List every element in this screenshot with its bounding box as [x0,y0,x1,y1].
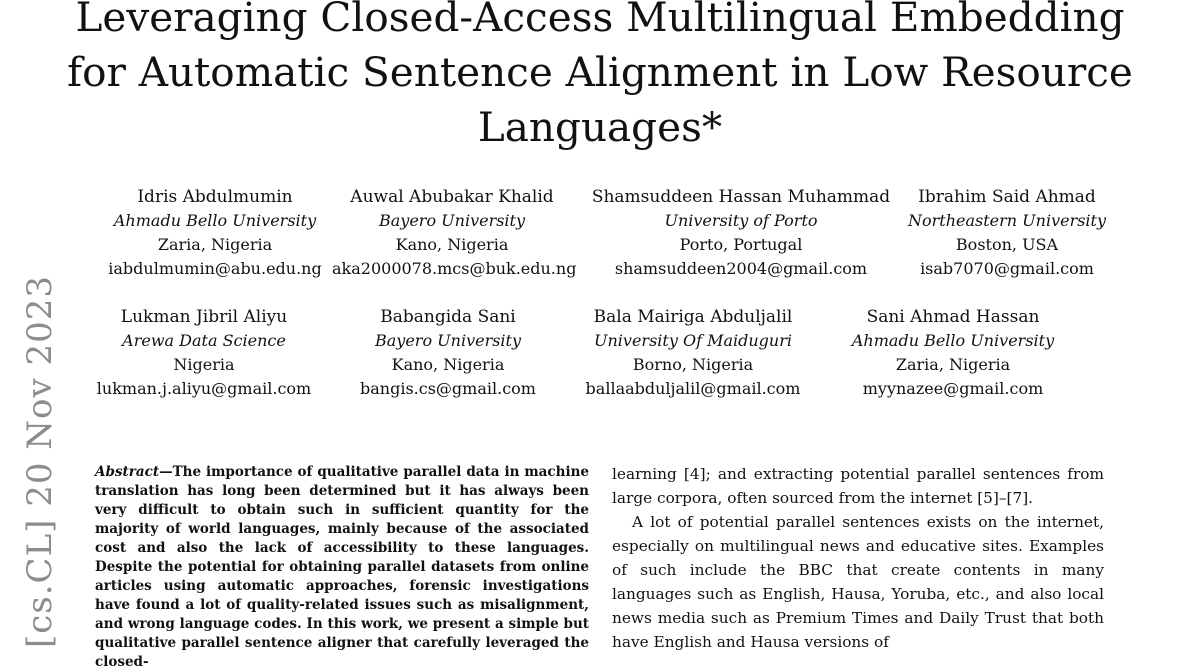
author-affiliation: University of Porto [664,211,818,230]
author-affiliation: Arewa Data Science [122,331,286,350]
author-email: aka2000078.mcs@buk.edu.ng [332,259,577,278]
author-block [84,305,324,401]
author-name: Idris Abdulmumin [137,187,293,207]
author-email: lukman.j.aliyu@gmail.com [96,379,312,398]
author-affiliation: Ahmadu Bello University [851,331,1055,350]
arxiv-side-label: [cs.CL] 20 Nov 2023 [20,274,60,648]
author-affiliation: Bayero University [378,211,526,230]
author-affiliation: Ahmadu Bello University [113,211,317,230]
author-block [902,185,1112,281]
author-name: Ibrahim Said Ahmad [918,187,1096,207]
abstract-text: —The importance of qualitative parallel data in machine translation has long been determined but it has always been very difficult to obtain such in sufficient quantity for the majority of world languages, mainly because of the associated cost and also the lack of accessibility to these languages. Despite the potential for obtaining parallel datasets from online articles using automatic approaches, forensic investigations have found a lot of quality-related issues such as misalignment, and wrong language codes. In this work, we present a simple but qualitative parallel sentence aligner that carefully leveraged the closed- [95,464,589,670]
author-name: Sani Ahmad Hassan [866,307,1040,327]
author-name: Babangida Sani [380,307,516,327]
author-location: Nigeria [173,355,235,374]
author-name: Auwal Abubakar Khalid [350,187,554,207]
author-email: myynazee@gmail.com [862,379,1044,398]
body-paragraph: A lot of potential parallel sentences exists on the internet, especially on multilingual news and educative sites. Examples of such include the BBC that create contents in many languages such as English, Hausa, Yoruba, etc., and also local news media such as Premium Times and Daily Trust that both have English and Hausa versions of [612,513,1104,651]
author-block [838,305,1068,401]
author-location: Kano, Nigeria [395,235,509,254]
author-affiliation: Bayero University [374,331,522,350]
author-block [95,185,335,281]
author-affiliation: Northeastern University [907,211,1107,230]
author-location: Porto, Portugal [679,235,803,254]
author-block [576,185,906,281]
body-paragraph: learning [4]; and extracting potential parallel sentences from large corpora, often sourced from the internet [5]–[7]. [612,465,1104,507]
author-location: Zaria, Nigeria [895,355,1011,374]
abstract [95,463,589,672]
author-email: shamsuddeen2004@gmail.com [614,259,868,278]
author-location: Zaria, Nigeria [157,235,273,254]
intro-column [612,462,1104,654]
author-email: ballaabduljalil@gmail.com [585,379,801,398]
author-location: Borno, Nigeria [632,355,754,374]
author-affiliation: University Of Maiduguri [594,331,792,350]
author-name: Shamsuddeen Hassan Muhammad [591,187,891,207]
author-email: iabdulmumin@abu.edu.ng [108,259,322,278]
author-block [333,305,563,401]
author-email: bangis.cs@gmail.com [360,379,536,398]
author-name: Bala Mairiga Abduljalil [593,307,793,327]
author-name: Lukman Jibril Aliyu [120,307,288,327]
abstract-label: Abstract [95,464,160,480]
author-block [578,305,808,401]
author-location: Boston, USA [955,235,1059,254]
paper-title: Leveraging Closed-Access Multilingual Embedding for Automatic Sentence Alignment in Low Resource Languages* [67,0,1133,151]
author-location: Kano, Nigeria [391,355,505,374]
author-email: isab7070@gmail.com [920,259,1094,278]
author-block [332,185,577,281]
